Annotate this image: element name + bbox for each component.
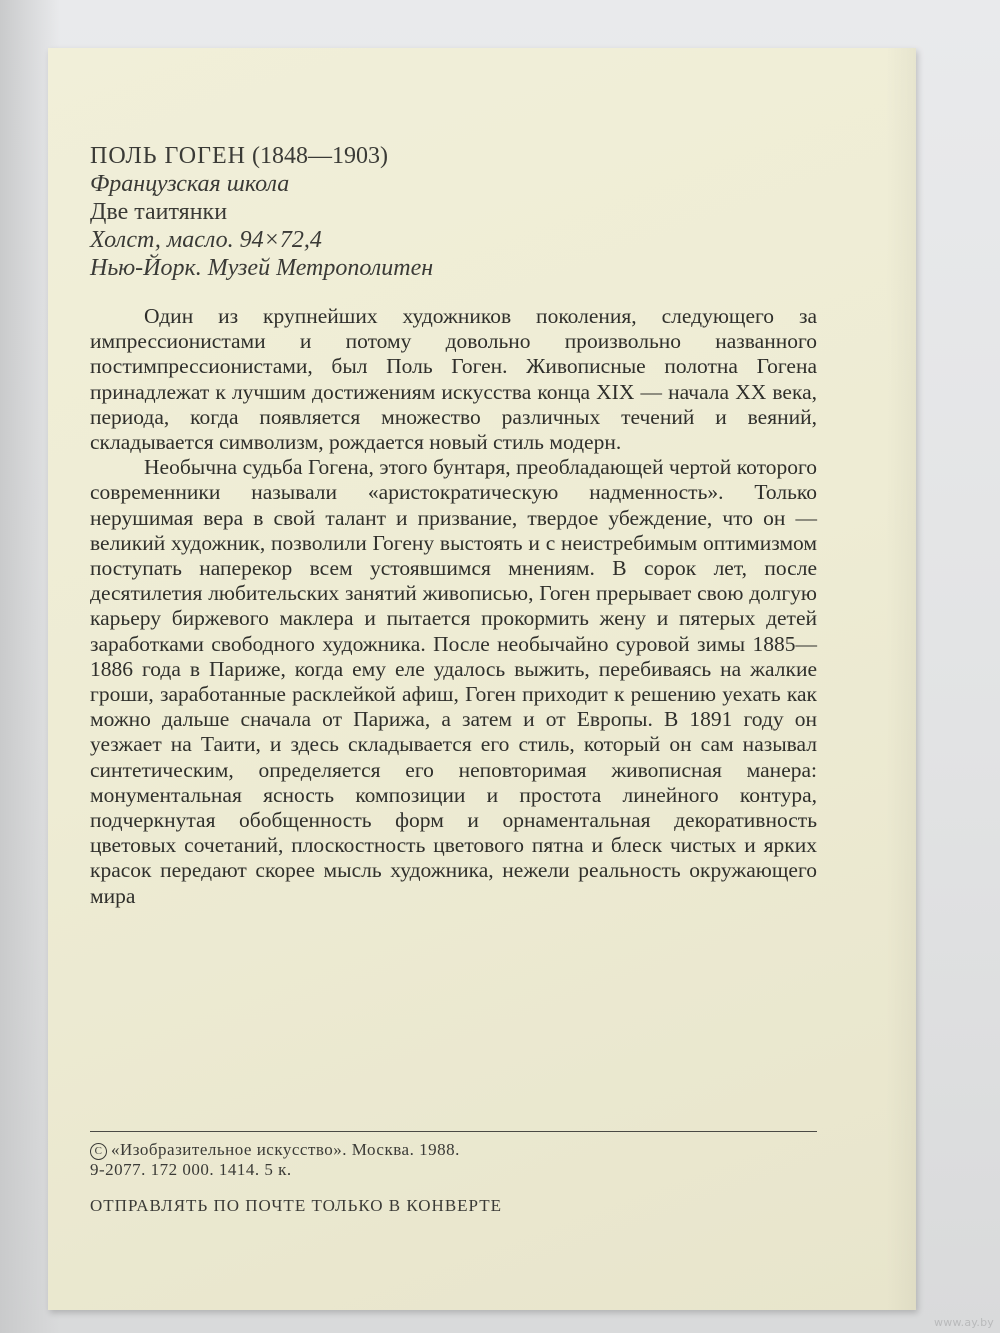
card-edge-shade — [886, 48, 916, 1310]
watermark: www.ay.by — [934, 1316, 994, 1329]
print-info: 9-2077. 172 000. 1414. 5 к. — [90, 1160, 292, 1179]
artwork-medium: Холст, масло. 94×72,4 — [90, 227, 322, 253]
publisher-name: «Изобразительное искусство». Москва. 1988. — [111, 1140, 460, 1159]
museum-location: Нью-Йорк. Музей Метрополитен — [90, 255, 434, 281]
postcard-back — [48, 48, 916, 1310]
publisher-info — [90, 1140, 460, 1180]
artwork-caption — [90, 142, 433, 282]
paragraph-1: Один из крупнейших художников поколения, следующего за импрессионистами и потому довольно произвольно названного постимпрессионистами, был Поль Гоген. Живописные полотна Гогена принадлежат к лучшим достижениям искусства конца XIX — начала XX века, периода, когда появляется множество различных течений и веяний, складывается символизм, рождается новый стиль модерн. — [90, 304, 817, 455]
postal-note: ОТПРАВЛЯТЬ ПО ПОЧТЕ ТОЛЬКО В КОНВЕРТЕ — [90, 1196, 502, 1215]
school: Французская школа — [90, 171, 290, 197]
publisher-line — [90, 1140, 460, 1160]
artist-name: ПОЛЬ ГОГЕН — [90, 143, 247, 169]
artwork-title: Две таитянки — [90, 199, 228, 225]
artist-years: (1848—1903) — [252, 143, 388, 169]
description-text — [90, 304, 817, 909]
artist-line — [90, 142, 433, 170]
divider-line — [90, 1131, 817, 1132]
paragraph-2: Необычна судьба Гогена, этого бунтаря, преобладающей чертой которого современники называли «аристократическую надменность». Только нерушимая вера в свой талант и призвание, твердое убеждение, что он — великий художник, позволили Гогену выстоять и с неистребимым оптимизмом поступать наперекор всем устоявшимся мнениям. В сорок лет, после десятилетия любительских занятий живописью, Гоген прерывает свою долгую карьеру биржевого маклера и пытается прокормить жену и пятерых детей заработками свободного художника. После необычайно суровой зимы 1885—1886 года в Париже, когда ему еле удалось выжить, перебиваясь на жалкие гроши, заработанные расклейкой афиш, Гоген приходит к решению уехать как можно дальше сначала от Парижа, а затем и от Европы. В 1891 году он уезжает на Таити, и здесь складывается его стиль, который он сам называл синтетическим, определяется его неповторимая живописная манера: монументальная ясность композиции и простота линейного контура, подчеркнутая обобщенность форм и орнаментальная декоративность цветовых сочетаний, плоскостность цветового пятна и блеск чистых и ярких красок передают скорее мысль художника, нежели реальность окружающего мира — [90, 455, 817, 908]
copyright-icon: C — [90, 1143, 107, 1160]
